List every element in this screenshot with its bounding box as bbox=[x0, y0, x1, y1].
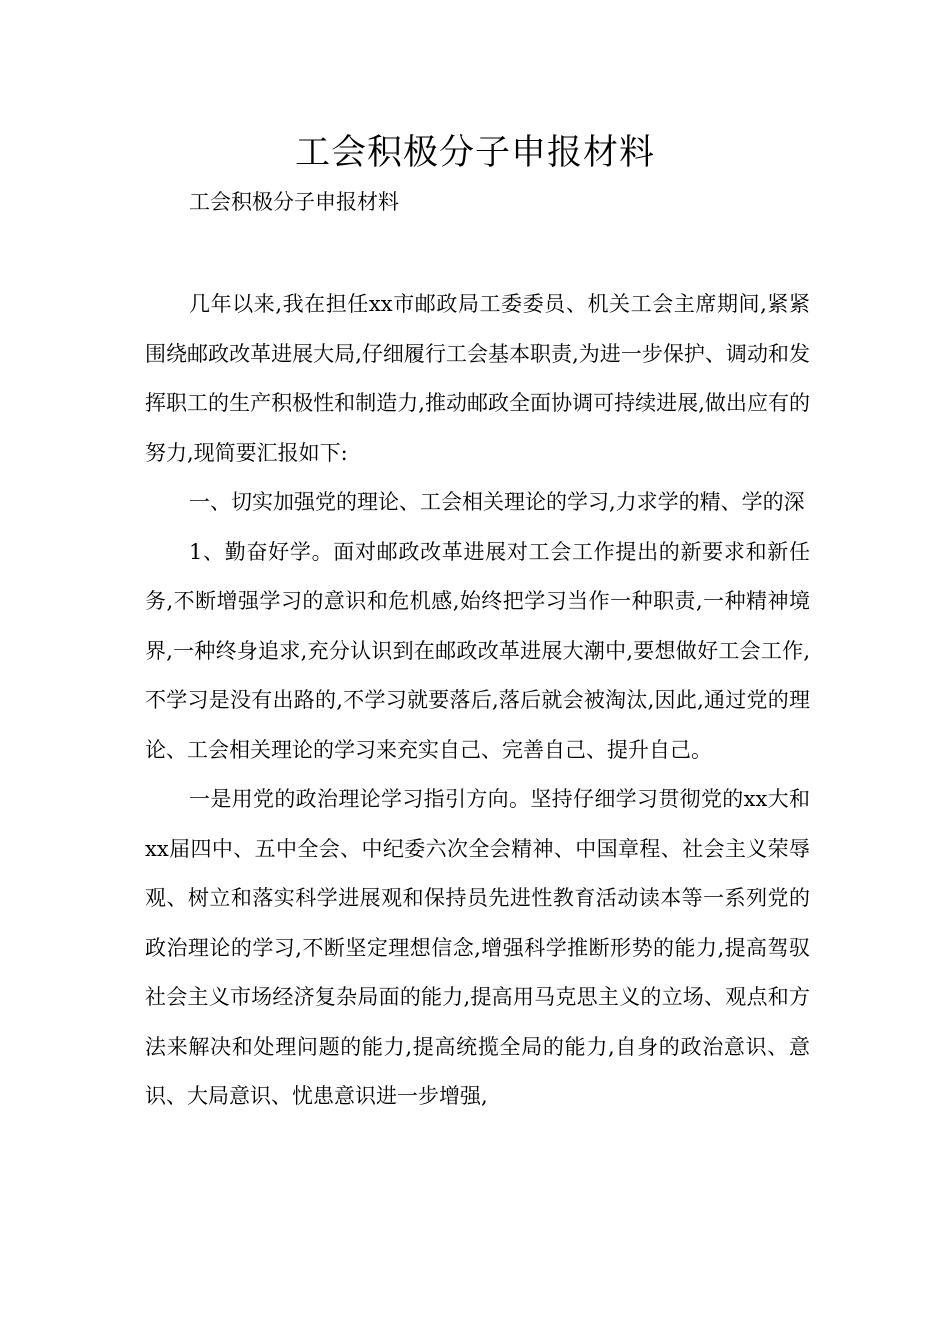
document-subtitle: 工会积极分子申报材料 bbox=[189, 190, 399, 214]
paragraph-item-1: 1、勤奋好学。面对邮政改革进展对工会工作提出的新要求和新任务,不断增强学习的意识和危机感,始终把学习当作一种职责,一种精神境界,一种终身追求,充分认识到在邮政改革进展大潮中,要想做好工会工作,不学习是没有出路的,不学习就要落后,落后就会被淘汰,因此,通过党的理论、工会相关理论的学习来充实自己、完善自己、提升自己。 bbox=[145, 539, 810, 762]
paragraph-section-heading-1: 一、切实加强党的理论、工会相关理论的学习,力求学的精、学的深 bbox=[189, 490, 805, 514]
paragraph-political-theory: 一是用党的政治理论学习指引方向。坚持仔细学习贯彻党的xx大和xx届四中、五中全会、中纪委六次全会精神、中国章程、社会主义荣辱观、树立和落实科学进展观和保持员先进性教育活动读本等一系列党的政治理论的学习,不断坚定理想信念,增强科学推断形势的能力,提高驾驭社会主义市场经济复杂局面的能力,提高用马克思主义的立场、观点和方法来解决和处理问题的能力,提高统揽全局的能力,自身的政治意识、意识、大局意识、忧患意识进一步增强, bbox=[145, 787, 810, 1108]
document-body bbox=[145, 280, 810, 1122]
document-title: 工会积极分子申报材料 bbox=[294, 133, 655, 173]
paragraph-intro: 几年以来,我在担任xx市邮政局工委委员、机关工会主席期间,紧紧围绕邮政改革进展大局,仔细履行工会基本职责,为进一步保护、调动和发挥职工的生产积极性和制造力,推动邮政全面协调可持续进展,做出应有的努力,现简要汇报如下: bbox=[145, 292, 810, 465]
